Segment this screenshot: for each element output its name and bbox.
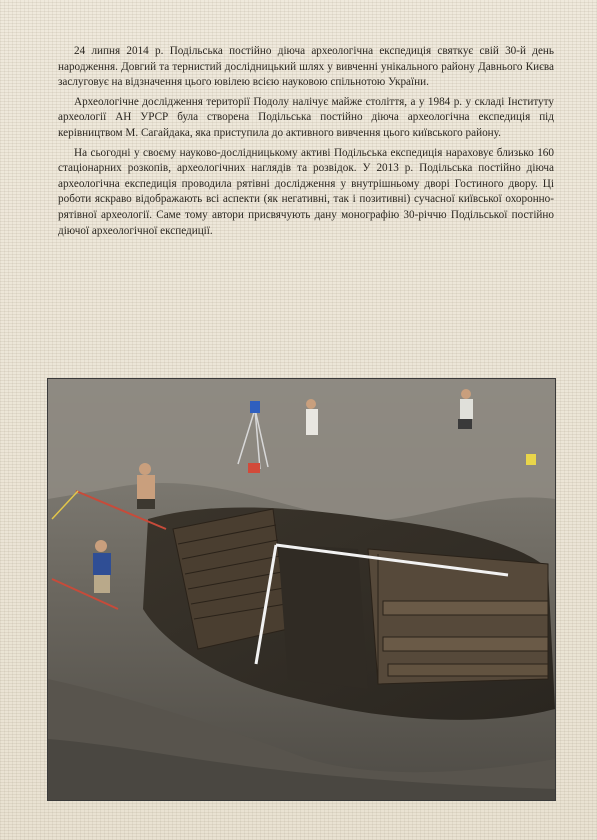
paragraph-2: Археологічне дослідження території Подолу налічує майже століття, а у 1984 р. у складі Інституту археології АН УРСР була створена Подільська постійно діюча археологічна експедиція під керівництвом М. Сагайдака, яка приступила до активного вивчення цього київського району. — [58, 95, 554, 139]
paragraph-3: На сьогодні у своєму науково-дослідницькому активі Подільська експедиція нараховує близько 160 стаціонарних розкопів, археологічних наглядів та розвідок. У 2013 р. Подільська постійно діюча археологічна експедиція проводила рятівні дослідження у внутрішньому дворі Гостиного двору. Ці роботи яскраво відображають всі аспекти (як негативні, так і позитивні) сучасної київської охоронно-рятівної археології. Саме тому автори присвячують дану монографію 30-річчю Подільської постійно діючої археологічної експедиції. — [58, 146, 554, 237]
excavation-photo — [47, 378, 556, 801]
text-block — [58, 44, 554, 243]
paragraph-1: 24 липня 2014 р. Подільська постійно діюча археологічна експедиція святкує свій 30-й день народження. Довгий та тернистий дослідницький шлях у вивченні унікального району Давнього Києва заслуговує на відзначення цього ювілею всією науковою спільнотою України. — [58, 45, 554, 89]
